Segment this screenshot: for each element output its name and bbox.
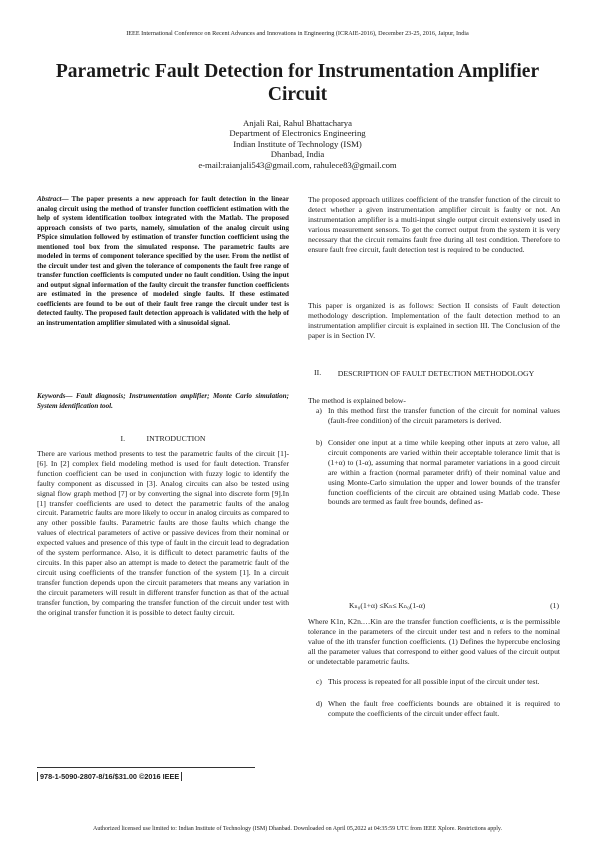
equation-1 [349, 601, 559, 610]
right-intro-paragraph: The proposed approach utilizes coefficient of the transfer function of the circuit to detect whether a given instrumentation amplifier circuit is faulty or not. An instrumentation amplifier is a multi-input single output circuit extensively used in various measurement sensors. To get the correct output from the system it is very necessary that the circuit remains fault free during all test condition. Therefore to ensure fault free circuit, fault detection test is required to be conducted. [308, 195, 560, 254]
author-names: Anjali Rai, Rahul Bhattacharya [242, 118, 353, 128]
method-intro: The method is explained below- [308, 396, 406, 405]
list-marker: c) [316, 677, 322, 686]
copyright-text: 978-1-5090-2807-8/16/$31.00 ©2016 IEEE [37, 772, 182, 781]
paper-title: Parametric Fault Detection for Instrumentation Amplifier Circuit [55, 61, 540, 105]
where-paragraph: Where K1n, K2n.…Kin are the transfer function coefficients, α is the permissible tolerance in the parameters of the circuit under test and n refers to the nominal value of the ith transfer function coefficients. (1) Defines the hypercube enclosing all the parameter values that correspond to either good values of the circuit output or undetectable parametric faults. [308, 617, 560, 666]
equation-text: Kₙ₀(1+α) ≤Kₙ≤ Kₙ₀(1-α) [349, 601, 426, 610]
list-item [308, 699, 560, 719]
section-title: INTRODUCTION [146, 434, 206, 443]
list-marker: a) [316, 406, 322, 415]
organization-paragraph: This paper is organized is as follows: Section II consists of Fault detection methodology description. Implementation of the fault detection method to an instrumentation amplifier circuit is explained in section III. The Conclusion of the paper is in Section IV. [308, 301, 560, 340]
list-marker: d) [316, 699, 323, 708]
list-text: When the fault free coefficients bounds are obtained it is required to compute the coefficients of the circuit under effect fault. [328, 699, 560, 718]
list-text: This process is repeated for all possible input of the circuit under test. [328, 677, 540, 686]
author-department: Department of Electronics Engineering [229, 128, 366, 139]
section-number: II. [314, 368, 322, 377]
author-institute: Indian Institute of Technology (ISM) [233, 138, 362, 149]
list-text: Consider one input at a time while keeping other inputs at zero value, all circuit components are varied within their acceptable tolerance limit that is (1+α) to (1-α), assuming that normal parameter variations in a good circuit are within a fraction (normal parameter drift) of their nominal value and using Monte-Carlo simulation the upper and lower bounds of the transfer function coefficients of the circuit are obtained using Matlab code. These bounds are termed as fault free bounds, defined as- [328, 438, 560, 507]
section-number: I. [120, 434, 126, 443]
copyright-notice [37, 767, 255, 781]
footer-license: Authorized licensed use limited to: Indian Institute of Technology (ISM) Dhanbad. Downloaded on April 05,2022 at 04:35:59 UTC from IEEE Xplore. Restrictions apply. [92, 826, 502, 832]
conference-header: IEEE International Conference on Recent Advances and Innovations in Engineering (ICRAIE-2016), December 23-25, 2016, Jaipur, India [126, 30, 469, 37]
method-block [308, 396, 560, 507]
author-email: e-mail:raianjali543@gmail.com, rahulece83@gmail.com [198, 159, 397, 170]
abstract-label: Abstract [37, 195, 62, 203]
keywords: Keywords— Fault diagnosis; Instrumentation amplifier; Monte Carlo simulation; System identification tool. [37, 392, 289, 410]
list-item [308, 406, 560, 426]
abstract-text: — The paper presents a new approach for fault detection in the linear analog circuit using the method of transfer function coefficient estimation with the help of system identification toolbox integrated with the Matlab. The proposed approach consists of two parts, namely, simulation of the analog circuit using PSpice simulation followed by estimation of transfer function coefficient using the mentioned tool box from the simulated response. The parametric faults are modeled in terms of component tolerance specified by the user. From the netlist of the circuit under test and given the tolerance of components the fault free range of transfer function coefficients is computed under no fault condition. Using the input and output signal information of the faulty circuit the transfer function coefficients are estimated in the presence of modeled single faults. If these estimated coefficients are found to be out of their fault free range the circuit under test is detected faulty. The proposed fault detection approach is validated with the help of an instrumentation amplifier simulated with a sinusoidal signal. [37, 195, 289, 327]
list-item [308, 438, 560, 507]
section-title: DESCRIPTION OF FAULT DETECTION METHODOLOGY [337, 369, 535, 378]
abstract [37, 195, 289, 328]
list-item [308, 677, 560, 687]
list-marker: b) [316, 438, 323, 447]
equation-number: (1) [550, 601, 559, 610]
introduction-paragraph: There are various method presents to test the parametric faults of the circuit [1]-[6]. In [2] complex field modeling method is used for fault detection. Transfer function coefficient can be used in conjunction with fuzzy logic to identify the faulty component as discussed in [3]. Analog circuits can also be tested using signal flow graph method [7] or by converting the signal into discrete form [9].In [1] transfer coefficients are used to detect the parametric faults of the analog circuit. Parametric faults are more likely to occur in analog circuits as compared to any other possible faults. Parametric faults are those faults which change the values of electrical parameters of active or passive devices from their nominal or expected values and presence of this type of fault in the circuit lead to degradation of the system performance. Also, it is difficult to detect parametric faults of the circuits. In this paper also an attempt is made to detect the parametric fault of the circuit using coefficients of the transfer function of the system [1]. In a circuit transfer function depends upon the circuit parameters that means any variation in the circuit parameters will result in different transfer function as that of the actual transfer function, by comparing the transfer function of the circuit under test with the original transfer function it is possible to detect faulty circuit. [37, 449, 289, 617]
section-heading-introduction [37, 434, 289, 444]
author-block [0, 118, 595, 170]
author-city: Dhanbad, India [270, 149, 325, 160]
list-text: In this method first the transfer function of the circuit for nominal values (fault-free condition) of the circuit parameters is derived. [328, 406, 560, 425]
